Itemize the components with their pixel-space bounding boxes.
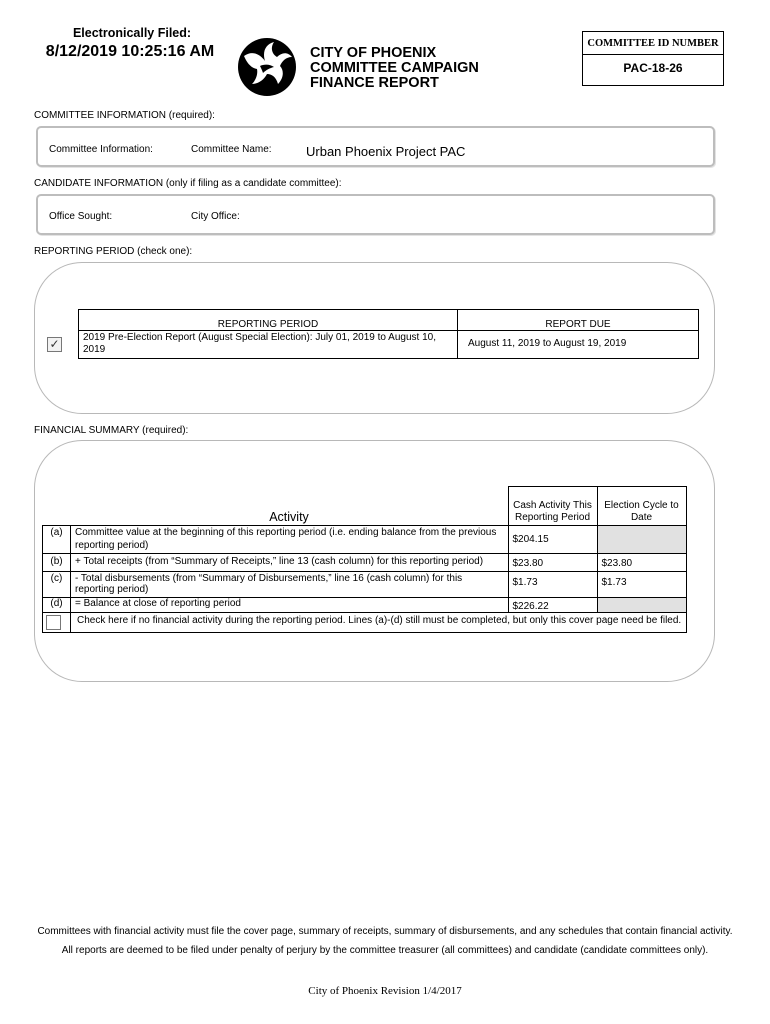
table-row	[43, 612, 687, 632]
committee-info-box	[36, 126, 715, 167]
col-activity: Activity	[269, 510, 309, 524]
row-cash-value: $1.73	[508, 571, 597, 597]
col-cash-activity: Cash Activity This Reporting Period	[508, 487, 597, 526]
col-reporting-period: REPORTING PERIOD	[79, 310, 458, 331]
col-report-due: REPORT DUE	[458, 310, 699, 331]
financial-summary-table	[42, 486, 687, 633]
financial-summary-section-label: FINANCIAL SUMMARY (required):	[34, 425, 189, 436]
row-cash-value: $226.22	[508, 597, 597, 612]
footer-revision: City of Phoenix Revision 1/4/2017	[308, 985, 462, 997]
row-cash-value: $204.15	[508, 526, 597, 554]
row-description: = Balance at close of reporting period	[71, 597, 509, 612]
reporting-period-checkbox[interactable]: ✓	[47, 337, 62, 352]
phoenix-bird-logo-icon	[236, 36, 298, 98]
table-row	[43, 554, 687, 572]
office-sought-label: Office Sought:	[49, 211, 113, 222]
footer-filing-note: Committees with financial activity must file the cover page, summary of receipts, summary of disbursements, and any schedules that contain financial activity.	[37, 926, 733, 937]
city-office-label: City Office:	[191, 211, 240, 222]
row-letter: (a)	[43, 526, 71, 554]
electronically-filed-label: Electronically Filed:	[72, 26, 192, 40]
row-cash-value: $23.80	[508, 554, 597, 572]
row-cycle-value: $1.73	[597, 571, 686, 597]
committee-id-box	[582, 31, 724, 86]
reporting-period-section-label: REPORTING PERIOD (check one):	[34, 246, 193, 257]
row-letter: (b)	[43, 554, 71, 572]
no-activity-checkbox[interactable]	[46, 615, 61, 630]
table-row	[42, 331, 699, 359]
committee-id-label: COMMITTEE ID NUMBER	[587, 38, 719, 49]
col-election-cycle: Election Cycle to Date	[597, 487, 686, 526]
report-title-line: CITY OF PHOENIX	[310, 45, 437, 61]
row-cycle-value	[597, 526, 686, 554]
row-letter: (d)	[43, 597, 71, 612]
table-row	[43, 571, 687, 597]
reporting-period-table	[42, 309, 699, 359]
committee-id-value: PAC-18-26	[623, 61, 683, 75]
footer-perjury-note: All reports are deemed to be filed under penalty of perjury by the committee treasurer (all committees) and candidate (candidate committees only).	[61, 945, 709, 956]
table-row	[43, 526, 687, 554]
row-cycle-value: $23.80	[597, 554, 686, 572]
row-description: Committee value at the beginning of this reporting period (i.e. ending balance from the previous reporting period)	[71, 526, 509, 554]
filed-datetime: 8/12/2019 10:25:16 AM	[45, 43, 215, 60]
committee-name-value[interactable]: Urban Phoenix Project PAC	[306, 144, 466, 159]
report-title	[310, 46, 479, 91]
candidate-info-section-label: CANDIDATE INFORMATION (only if filing as a candidate committee):	[34, 178, 342, 189]
committee-info-field-label: Committee Information:	[49, 144, 153, 155]
row-cycle-value	[597, 597, 686, 612]
row-letter: (c)	[43, 571, 71, 597]
candidate-info-box	[36, 194, 715, 235]
row-description: + Total receipts (from “Summary of Receipts,” line 13 (cash column) for this reporting period)	[71, 554, 509, 572]
row-description: - Total disbursements (from “Summary of Disbursements,” line 16 (cash column) for this reporting period)	[71, 571, 509, 597]
committee-name-label: Committee Name:	[191, 144, 272, 155]
committee-info-section-label: COMMITTEE INFORMATION (required):	[34, 110, 215, 121]
reporting-period-text: 2019 Pre-Election Report (August Special Election): July 01, 2019 to August 10, 2019	[79, 331, 458, 359]
report-title-line: FINANCE REPORT	[310, 75, 439, 91]
report-due-text: August 11, 2019 to August 19, 2019	[458, 331, 699, 359]
table-row	[43, 597, 687, 612]
no-activity-text: Check here if no financial activity during the reporting period. Lines (a)-(d) still must be completed, but only this cover page need be filed.	[71, 612, 687, 632]
report-title-line: COMMITTEE CAMPAIGN	[310, 60, 479, 76]
